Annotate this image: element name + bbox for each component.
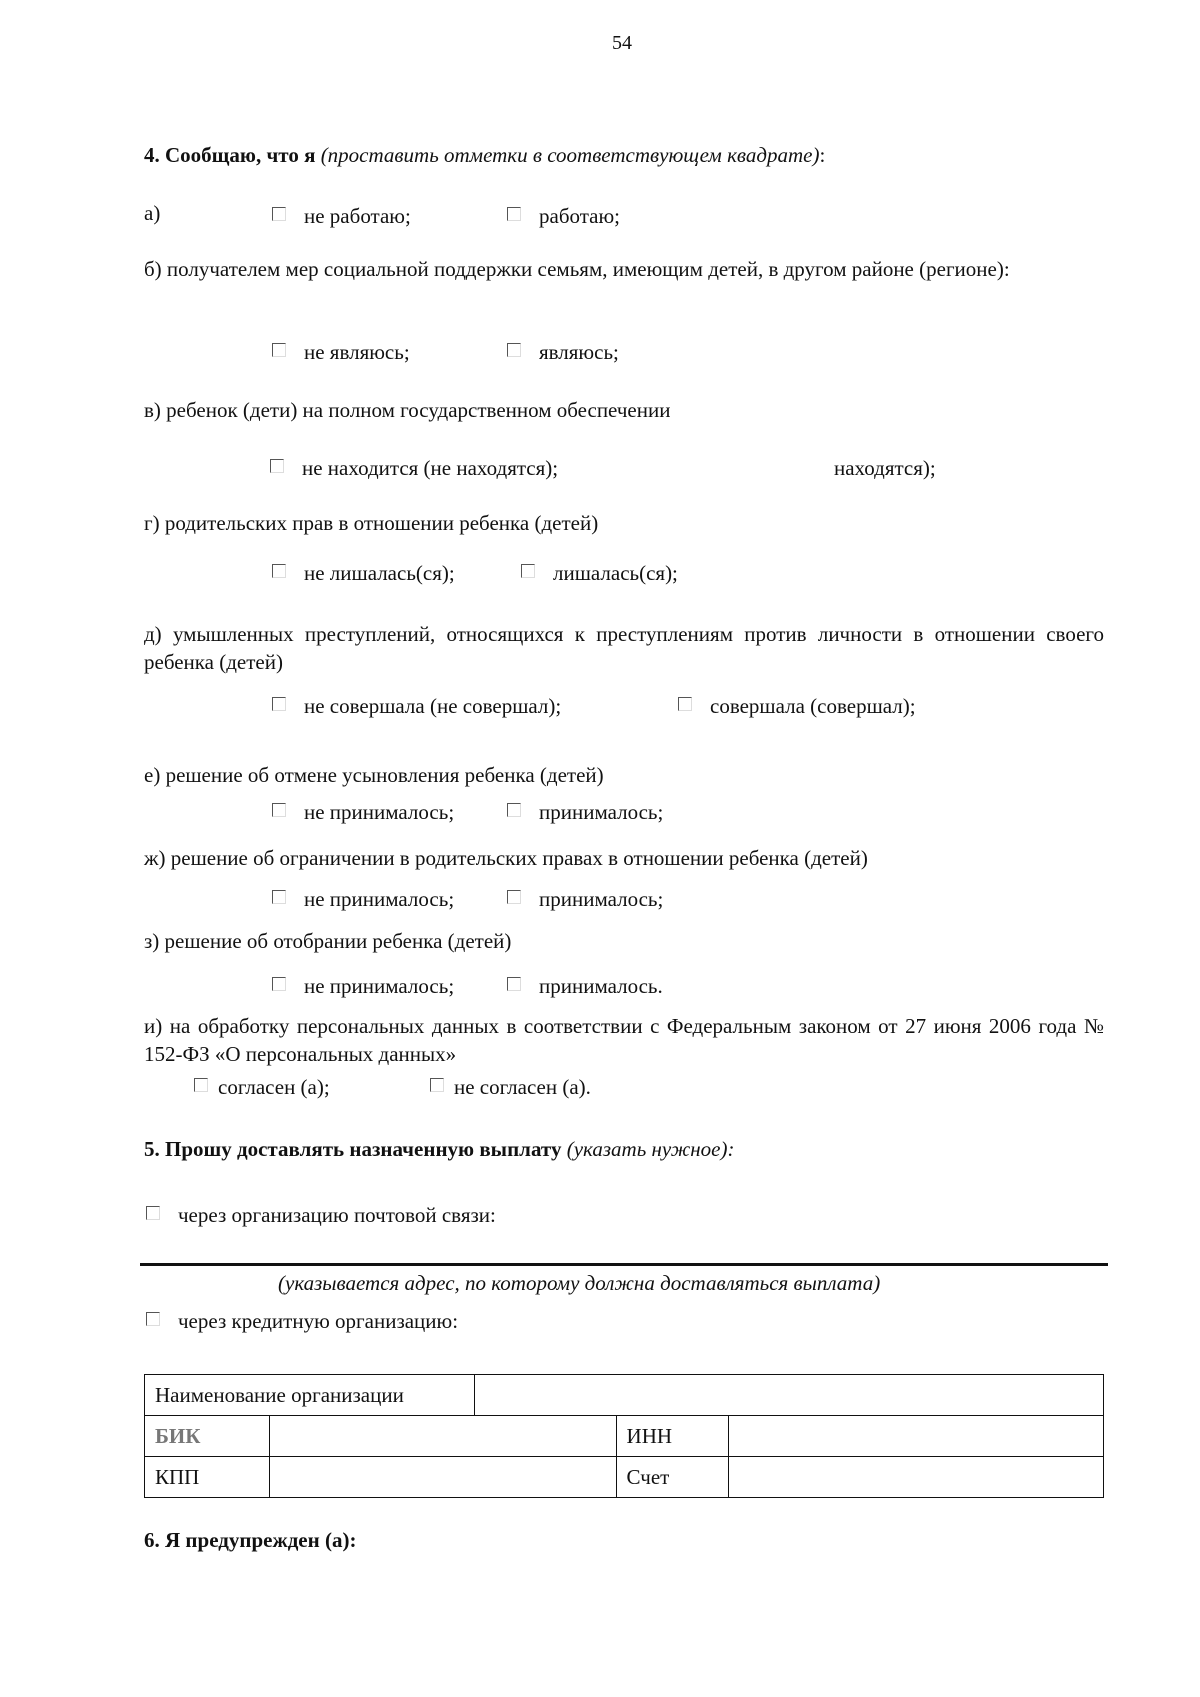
delivery-option-post[interactable]: [146, 1203, 496, 1228]
item-g-option-not-deprived[interactable]: [272, 561, 455, 586]
item-b-option-recipient[interactable]: [507, 340, 619, 365]
item-b-label: б) получателем мер социальной поддержки семьям, имеющим детей, в другом районе (регионе):: [144, 257, 1010, 281]
section-4-colon: :: [819, 143, 826, 167]
checkbox[interactable]: [507, 343, 521, 357]
item-v-option-not-on-support[interactable]: [270, 456, 558, 481]
item-z-option-taken[interactable]: [507, 974, 663, 999]
checkbox[interactable]: [678, 697, 692, 711]
item-g-option-deprived[interactable]: [521, 561, 678, 586]
item-e-option-not-taken[interactable]: [272, 800, 454, 825]
kpp-label: КПП: [145, 1457, 270, 1498]
delivery-option-bank[interactable]: [146, 1309, 458, 1334]
item-d-option-not-committed[interactable]: [272, 694, 561, 719]
inn-value[interactable]: [729, 1416, 1104, 1457]
kpp-value[interactable]: [269, 1457, 616, 1498]
checkbox[interactable]: [146, 1312, 160, 1326]
option-label: не являюсь;: [304, 340, 410, 364]
item-zh-label: ж) решение об ограничении в родительских правах в отношении ребенка (детей): [144, 846, 868, 870]
option-label: не согласен (а).: [454, 1075, 591, 1099]
item-zh-option-taken[interactable]: [507, 887, 663, 912]
checkbox[interactable]: [194, 1078, 208, 1092]
checkbox[interactable]: [507, 803, 521, 817]
item-i-option-agree[interactable]: [194, 1075, 330, 1100]
bank-details-table: [144, 1374, 1104, 1498]
checkbox[interactable]: [272, 803, 286, 817]
checkbox[interactable]: [272, 697, 286, 711]
option-label: не принималось;: [304, 800, 455, 824]
checkbox[interactable]: [507, 890, 521, 904]
item-a-option-working[interactable]: [507, 204, 620, 229]
inn-label: ИНН: [616, 1416, 729, 1457]
account-value[interactable]: [729, 1457, 1104, 1498]
item-a-option-not-working[interactable]: [272, 204, 411, 229]
option-label: через кредитную организацию:: [178, 1309, 459, 1333]
option-label: находятся);: [834, 456, 936, 480]
item-e-option-taken[interactable]: [507, 800, 663, 825]
item-i-option-disagree[interactable]: [430, 1075, 591, 1100]
item-z-option-not-taken[interactable]: [272, 974, 454, 999]
item-b-option-not-recipient[interactable]: [272, 340, 410, 365]
account-label: Счет: [616, 1457, 729, 1498]
checkbox[interactable]: [272, 977, 286, 991]
checkbox[interactable]: [272, 564, 286, 578]
option-label: согласен (а);: [218, 1075, 330, 1099]
section-5-title: 5. Прошу доставлять назначенную выплату: [144, 1137, 562, 1161]
checkbox[interactable]: [272, 890, 286, 904]
item-v-option-on-support: [834, 456, 936, 481]
section-4-note: (проставить отметки в соответствующем квадрате): [320, 143, 820, 167]
option-label: не принималось;: [304, 887, 455, 911]
address-caption: (указывается адрес, по которому должна доставляться выплата): [278, 1271, 881, 1295]
checkbox[interactable]: [146, 1206, 160, 1220]
option-label: принималось.: [539, 974, 663, 998]
item-z-label: з) решение об отобрании ребенка (детей): [144, 929, 512, 953]
option-label: не совершала (не совершал);: [304, 694, 562, 718]
item-g-label: г) родительских прав в отношении ребенка (детей): [144, 511, 599, 535]
org-name-label: Наименование организации: [145, 1375, 475, 1416]
bik-value[interactable]: [269, 1416, 616, 1457]
item-e-label: е) решение об отмене усыновления ребенка (детей): [144, 763, 604, 787]
option-label: не находится (не находятся);: [302, 456, 559, 480]
item-d-option-committed[interactable]: [678, 694, 916, 719]
option-label: являюсь;: [539, 340, 619, 364]
table-row: [145, 1375, 1104, 1416]
item-i-label: и) на обработку персональных данных в соответствии с Федеральным законом от 27 июня 2006 года № 152-ФЗ «О персональных данных»: [144, 1014, 1104, 1066]
option-label: работаю;: [539, 204, 621, 228]
section-4-heading: [144, 143, 825, 168]
option-label: не лишалась(ся);: [304, 561, 455, 585]
table-row: [145, 1416, 1104, 1457]
table-row: [145, 1457, 1104, 1498]
page-number: 54: [612, 32, 632, 54]
checkbox[interactable]: [507, 977, 521, 991]
option-label: лишалась(ся);: [553, 561, 678, 585]
checkbox[interactable]: [430, 1078, 444, 1092]
option-label: не работаю;: [304, 204, 411, 228]
checkbox[interactable]: [507, 207, 521, 221]
checkbox[interactable]: [272, 343, 286, 357]
item-a-label: а): [144, 201, 161, 225]
option-label: через организацию почтовой связи:: [178, 1203, 496, 1227]
item-v-label: в) ребенок (дети) на полном государственном обеспечении: [144, 398, 671, 422]
item-d-label: д) умышленных преступлений, относящихся к преступлениям против личности в отношении своего ребенка (детей): [144, 622, 1104, 674]
address-line[interactable]: [140, 1263, 1108, 1266]
item-zh-option-not-taken[interactable]: [272, 887, 454, 912]
option-label: принималось;: [539, 800, 664, 824]
section-5-note: (указать нужное):: [566, 1137, 735, 1161]
checkbox[interactable]: [272, 207, 286, 221]
bik-label: БИК: [145, 1416, 270, 1457]
option-label: принималось;: [539, 887, 664, 911]
section-5-heading: [144, 1137, 734, 1162]
checkbox[interactable]: [270, 459, 284, 473]
option-label: не принималось;: [304, 974, 455, 998]
org-name-value[interactable]: [474, 1375, 1103, 1416]
option-label: совершала (совершал);: [710, 694, 916, 718]
section-6-heading: 6. Я предупрежден (а):: [144, 1528, 357, 1552]
section-4-title: 4. Сообщаю, что я: [144, 143, 316, 167]
checkbox[interactable]: [521, 564, 535, 578]
